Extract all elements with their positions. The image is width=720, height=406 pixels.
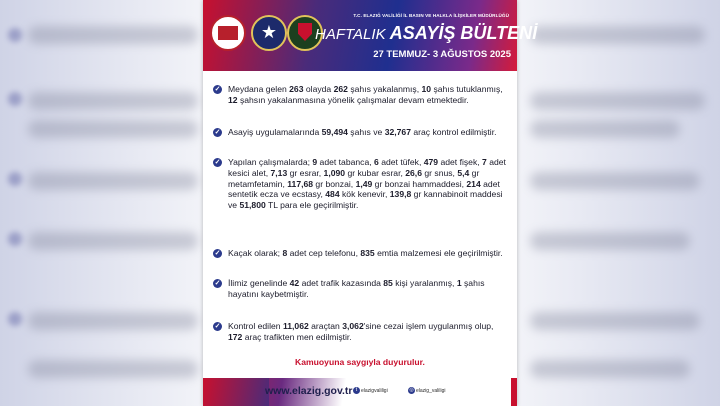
text-segment: emtia malzemesi ele geçirilmiştir. — [374, 248, 503, 258]
highlighted-value: 10 — [421, 84, 432, 94]
blur-text-line — [530, 232, 690, 250]
bulletin-item-text — [228, 278, 507, 300]
instagram-icon: ◎ — [409, 387, 414, 393]
text-segment: adet cep telefonu, — [287, 248, 361, 258]
bulletin-item-text — [228, 248, 507, 259]
text-segment: adet sentetik ecza ve ecstasy, — [228, 178, 500, 200]
text-segment: gr metamfetamin, — [228, 167, 480, 189]
social-instagram[interactable] — [408, 387, 445, 394]
highlighted-value: 51,800 — [239, 200, 266, 211]
highlighted-value: 479 — [423, 157, 439, 167]
highlighted-value: 484 — [325, 189, 340, 200]
blur-text-line — [530, 92, 705, 110]
blur-text-line — [28, 92, 198, 110]
text-segment: adet fişek, — [438, 157, 483, 167]
text-segment: araçtan — [308, 321, 343, 331]
highlighted-value: 263 — [289, 84, 304, 94]
highlighted-value: 6 — [374, 157, 379, 167]
bulletin-item-text — [228, 127, 507, 138]
highlighted-value: 3,062 — [342, 321, 364, 331]
highlighted-value: 1 — [456, 278, 462, 288]
blur-bullet — [8, 232, 22, 246]
blur-text-line — [28, 172, 198, 190]
blur-text-line — [530, 26, 705, 44]
blur-bullet — [8, 312, 22, 326]
text-segment: gr kubar esrar, — [345, 167, 406, 178]
text-segment: şahıs hayatını kaybetmiştir. — [228, 278, 485, 299]
bulletin-item-text — [228, 157, 507, 211]
text-segment: gr esrar, — [287, 167, 324, 178]
highlighted-value: 85 — [383, 278, 393, 288]
blur-bullet — [8, 28, 22, 42]
highlighted-value: 11,062 — [282, 321, 309, 331]
check-circle-icon: ✓ — [214, 129, 221, 136]
text-segment: Kontrol edilen — [228, 321, 283, 331]
highlighted-value: 139,8 — [389, 189, 412, 200]
highlighted-value: 9 — [312, 157, 318, 167]
footer-accent — [203, 378, 269, 406]
text-segment: şahıs tutuklanmış, — [431, 84, 503, 94]
check-circle-icon: ✓ — [214, 323, 221, 330]
polis-emblem-icon: ★ — [251, 15, 287, 51]
poster-header — [203, 0, 538, 71]
highlighted-value: 8 — [282, 248, 288, 258]
text-segment: adet tüfek, — [378, 157, 424, 167]
highlighted-value: 5,4 — [457, 167, 470, 178]
text-segment: Kaçak olarak; — [228, 248, 283, 258]
text-segment: şahıs yakalanmış, — [347, 84, 422, 94]
website-link[interactable]: www.elazig.gov.tr — [265, 385, 353, 397]
institution-name: T.C. ELAZIĞ VALİLİĞİ İL BASIN VE HALKLA İLİŞKİLER MÜDÜRLÜĞÜ — [353, 13, 509, 18]
check-circle-icon: ✓ — [214, 280, 221, 287]
text-segment: kök kenevir, — [339, 189, 390, 200]
text-segment: İlimiz genelinde — [228, 278, 290, 288]
poster-footer — [203, 378, 517, 406]
text-segment: araç trafikten men edilmiştir. — [242, 331, 352, 342]
text-segment: gr snus, — [421, 167, 458, 178]
bulletin-title: HAFTALIK ASAYİŞ BÜLTENİ — [315, 23, 538, 43]
blur-text-line — [28, 120, 198, 138]
text-segment: 'sine cezai işlem uygulanmış olup, — [363, 321, 494, 331]
highlighted-value: 12 — [228, 94, 238, 105]
check-circle-icon: ✓ — [214, 250, 221, 257]
highlighted-value: 214 — [466, 178, 481, 189]
footer-accent — [511, 378, 517, 406]
blur-bullet — [8, 172, 22, 186]
highlighted-value: 172 — [228, 331, 243, 342]
highlighted-value: 7,13 — [270, 167, 288, 178]
text-segment: Asayiş uygulamalarında — [228, 127, 322, 137]
blur-text-line — [530, 360, 690, 378]
blur-text-line — [28, 26, 198, 44]
highlighted-value: 117,68 — [287, 178, 314, 189]
text-segment: olayda — [303, 84, 334, 94]
text-segment: araç kontrol edilmiştir. — [411, 127, 497, 137]
social-handle: elazig_valiligi — [416, 387, 446, 394]
highlighted-value: 1,090 — [323, 167, 346, 178]
text-segment: Meydana gelen — [228, 84, 290, 94]
highlighted-value: 835 — [360, 248, 375, 258]
text-segment: TL para ele geçirilmiştir. — [265, 200, 359, 211]
text-segment: gr bonzai, — [313, 178, 356, 189]
social-twitter[interactable] — [353, 387, 388, 394]
bulletin-item-text — [228, 84, 507, 106]
highlighted-value: 26,6 — [405, 167, 422, 178]
highlighted-value: 32,767 — [384, 127, 411, 137]
text-segment: gr bonzai hammaddesi, — [372, 178, 467, 189]
twitter-icon: t — [353, 387, 360, 394]
closing-note: Kamuoyuna saygıyla duyurulur. — [295, 357, 425, 367]
highlighted-value: 42 — [289, 278, 300, 288]
text-segment: Yapılan çalışmalarda; — [228, 157, 313, 167]
text-segment: adet kesici alet, — [228, 157, 506, 178]
check-circle-icon: ✓ — [214, 159, 221, 166]
blur-text-line — [28, 232, 198, 250]
vilayet-emblem-icon — [210, 15, 246, 51]
text-segment: şahsın yakalanmasına yönelik çalışmalar devam etmektedir. — [237, 94, 469, 105]
highlighted-value: 59,494 — [321, 127, 348, 137]
blur-text-line — [530, 120, 680, 138]
blur-text-line — [530, 312, 700, 330]
blur-text-line — [28, 360, 198, 378]
highlighted-value: 262 — [333, 84, 348, 94]
highlighted-value: 7 — [482, 157, 487, 167]
text-segment: gr kannabinoit maddesi ve — [228, 189, 503, 211]
highlighted-value: 1,49 — [355, 178, 373, 189]
blur-text-line — [530, 172, 700, 190]
text-segment: kişi yaralanmış, — [392, 278, 457, 288]
social-handle: elazigvaliligi — [361, 387, 388, 394]
check-circle-icon: ✓ — [214, 86, 221, 93]
bulletin-poster — [203, 0, 538, 406]
blur-bullet — [8, 92, 22, 106]
text-segment: şahıs ve — [347, 127, 385, 137]
date-range: 27 TEMMUZ- 3 AĞUSTOS 2025 — [373, 49, 511, 60]
bulletin-item-text — [228, 321, 507, 343]
blur-text-line — [28, 312, 198, 330]
text-segment: adet trafik kazasında — [299, 278, 384, 288]
text-segment: adet tabanca, — [317, 157, 375, 167]
